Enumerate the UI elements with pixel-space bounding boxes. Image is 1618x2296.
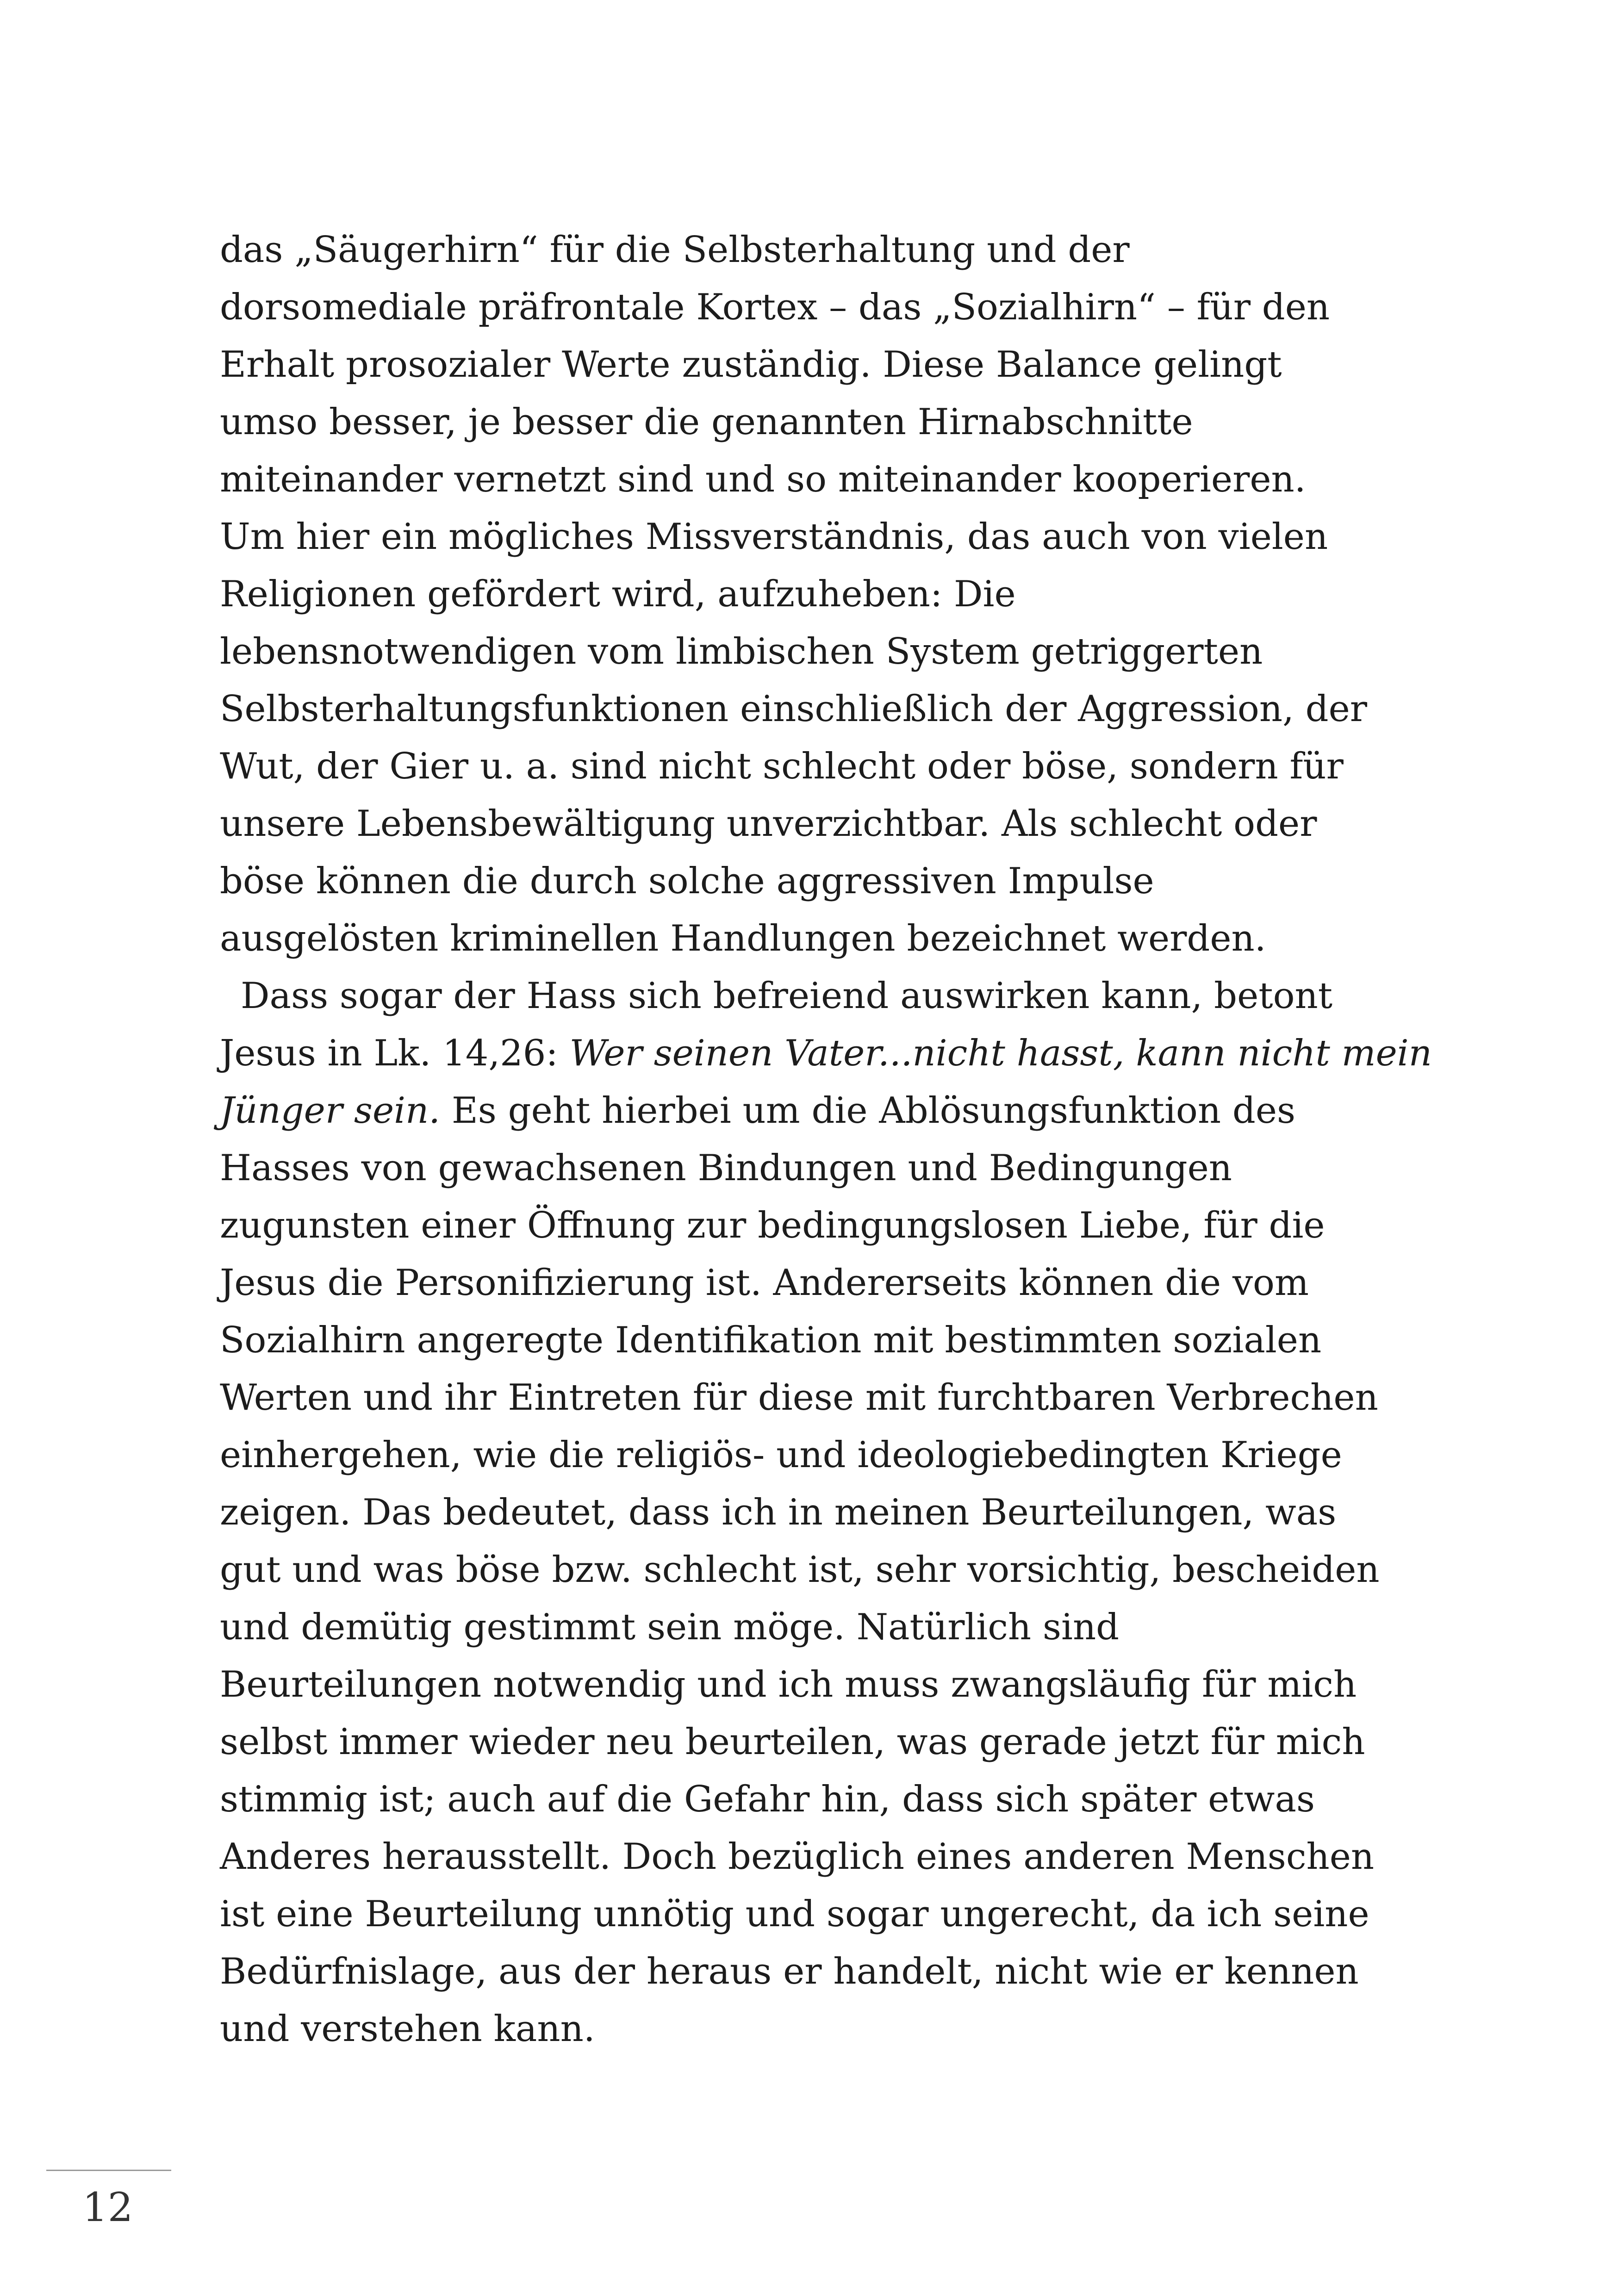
text-line: einhergehen, wie die religiös- und ideologiebedingten Kriege [220, 1434, 1342, 1476]
text-line: zeigen. Das bedeutet, dass ich in meinen Beurteilungen, was [220, 1492, 1337, 1533]
text-line: böse können die durch solche aggressiven Impulse [220, 860, 1154, 902]
text-line: dorsomediale präfrontale Kortex – das „Sozialhirn“ – für den [220, 286, 1330, 328]
text-line [220, 1082, 1423, 1139]
text-line: miteinander vernetzt sind und so miteinander kooperieren. [220, 459, 1306, 500]
text-line: Jesus die Personifizierung ist. Andererseits können die vom [220, 1262, 1309, 1304]
text-line: Selbsterhaltungsfunktionen einschließlich der Aggression, der [220, 688, 1368, 730]
text-line: Hasses von gewachsenen Bindungen und Bedingungen [220, 1147, 1232, 1189]
text-line: ausgelösten kriminellen Handlungen bezeichnet werden. [220, 918, 1266, 959]
body-text [220, 221, 1432, 2058]
text-line: gut und was böse bzw. schlecht ist, sehr vorsichtig, bescheiden [220, 1549, 1380, 1591]
text-line: und verstehen kann. [220, 2008, 595, 2050]
page-number: 12 [82, 2184, 133, 2231]
text-line: ist eine Beurteilung unnötig und sogar ungerecht, da ich seine [220, 1893, 1369, 1935]
paragraph-start-line [220, 967, 1423, 1025]
text-line: Sozialhirn angeregte Identifikation mit bestimmten sozialen [220, 1319, 1322, 1361]
text-line: Beurteilungen notwendig und ich muss zwangsläufig für mich [220, 1664, 1357, 1705]
text-line: Bedürfnislage, aus der heraus er handelt, nicht wie er kennen [220, 1951, 1359, 1992]
text-segment: Dass sogar der Hass sich befreiend auswirken kann, betont [241, 975, 1333, 1017]
text-line: lebensnotwendigen vom limbischen System getriggerten [220, 631, 1263, 672]
text-line: Anderes herausstellt. Doch bezüglich eines anderen Menschen [220, 1836, 1375, 1878]
text-line [220, 1025, 1432, 1082]
text-line: Wut, der Gier u. a. sind nicht schlecht oder böse, sondern für [220, 746, 1344, 787]
text-segment: Jesus in Lk. 14,26: [220, 1033, 570, 1074]
text-line: Religionen gefördert wird, aufzuheben: Die [220, 573, 1016, 615]
text-line: zugunsten einer Öffnung zur bedingungslosen Liebe, für die [220, 1205, 1325, 1246]
text-line: unsere Lebensbewältigung unverzichtbar. Als schlecht oder [220, 803, 1317, 845]
text-line: umso besser, je besser die genannten Hirnabschnitte [220, 401, 1193, 443]
text-line: Werten und ihr Eintreten für diese mit furchtbaren Verbrechen [220, 1377, 1378, 1419]
text-line: das „Säugerhirn“ für die Selbsterhaltung und der [220, 229, 1130, 271]
footer-rule [46, 2170, 171, 2171]
text-segment: Es geht hierbei um die Ablösungsfunktion des [440, 1090, 1296, 1132]
text-line: selbst immer wieder neu beurteilen, was gerade jetzt für mich [220, 1721, 1365, 1763]
text-line: stimmig ist; auch auf die Gefahr hin, dass sich später etwas [220, 1779, 1315, 1820]
bible-quote: Jünger sein. [220, 1090, 441, 1132]
text-line: Um hier ein mögliches Missverständnis, das auch von vielen [220, 516, 1328, 558]
bible-quote: Wer seinen Vater...nicht hasst, kann nicht mein [569, 1033, 1432, 1074]
text-line: und demütig gestimmt sein möge. Natürlich sind [220, 1606, 1120, 1648]
text-line: Erhalt prosozialer Werte zuständig. Diese Balance gelingt [220, 344, 1282, 386]
